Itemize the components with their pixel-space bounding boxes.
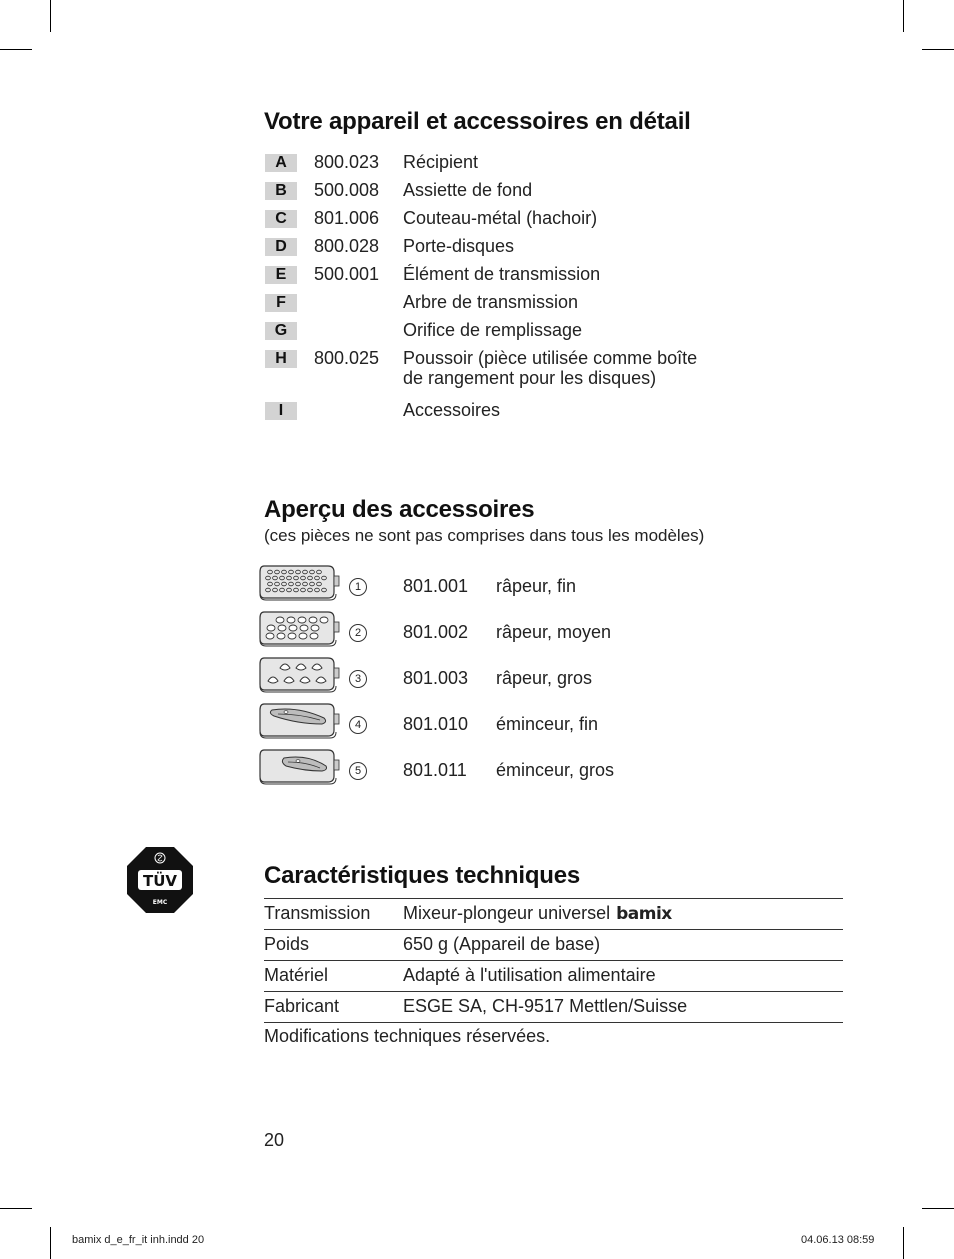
- accessory-name: éminceur, gros: [496, 760, 615, 780]
- accessory-row: [258, 700, 778, 746]
- part-letter: B: [265, 182, 297, 200]
- part-row-b: [265, 180, 825, 206]
- part-letter: C: [265, 210, 297, 228]
- part-row-i: [265, 400, 825, 426]
- accessory-number: 2: [349, 624, 367, 642]
- spec-value: Adapté à l'utilisation alimentaire: [403, 965, 656, 985]
- accessories-heading: Aperçu des accessoires: [264, 496, 535, 523]
- part-code: 800.025: [314, 348, 380, 368]
- accessories-subheading: (ces pièces ne sont pas comprises dans tous les modèles): [264, 526, 705, 545]
- part-row-h: [265, 348, 825, 394]
- page-number: 20: [264, 1130, 285, 1150]
- part-name: Arbre de transmission: [403, 292, 579, 312]
- part-letter: E: [265, 266, 297, 284]
- tuv-logo-text: TÜV: [142, 872, 178, 890]
- part-letter: G: [265, 322, 297, 340]
- accessory-row: [258, 654, 778, 700]
- accessory-row: [258, 746, 778, 792]
- slicer-fine-icon: [258, 700, 342, 742]
- grater-coarse-icon: [258, 654, 342, 696]
- accessory-name: râpeur, gros: [496, 668, 593, 688]
- accessory-name: râpeur, moyen: [496, 622, 612, 642]
- accessory-number: 1: [349, 578, 367, 596]
- part-letter: I: [265, 402, 297, 420]
- slug-left: bamix d_e_fr_it inh.indd 20: [72, 1234, 205, 1246]
- tuv-logo-sub: EMC: [152, 899, 168, 906]
- accessory-number: 3: [349, 670, 367, 688]
- crop-mark: [922, 49, 954, 50]
- part-row-f: [265, 292, 825, 318]
- crop-mark: [903, 0, 904, 32]
- spec-value: ESGE SA, CH-9517 Mettlen/Suisse: [403, 996, 688, 1016]
- part-row-g: [265, 320, 825, 346]
- part-code: 500.001: [314, 264, 380, 284]
- part-name: Assiette de fond: [403, 180, 533, 200]
- part-name-line: Poussoir (pièce utilisée comme boîte: [403, 348, 698, 368]
- part-letter: F: [265, 294, 297, 312]
- accessory-row: [258, 608, 778, 654]
- spec-key: Poids: [264, 934, 310, 954]
- crop-mark: [50, 0, 51, 32]
- accessory-code: 801.001: [403, 576, 469, 596]
- part-code: 800.023: [314, 152, 380, 172]
- spec-row: [264, 929, 843, 960]
- spec-row: [264, 991, 843, 1023]
- spec-row: [264, 960, 843, 991]
- part-row-c: [265, 208, 825, 234]
- accessory-number: 4: [349, 716, 367, 734]
- part-row-d: [265, 236, 825, 262]
- bamix-logo: bamix: [616, 904, 672, 924]
- grater-fine-icon: [258, 562, 342, 604]
- crop-mark: [0, 1208, 32, 1209]
- accessory-name: éminceur, fin: [496, 714, 599, 734]
- part-name: Orifice de remplissage: [403, 320, 583, 340]
- spec-value: 650 g (Appareil de base): [403, 934, 601, 954]
- spec-value-text: Mixeur-plongeur universel: [403, 903, 611, 923]
- crop-mark: [50, 1227, 51, 1259]
- slug-right: 04.06.13 08:59: [801, 1234, 875, 1246]
- parts-heading: Votre appareil et accessoires en détail: [264, 108, 691, 135]
- part-letter: H: [265, 350, 297, 368]
- accessory-code: 801.003: [403, 668, 469, 688]
- part-row-a: [265, 152, 825, 178]
- part-name: Porte-disques: [403, 236, 515, 256]
- part-name: Récipient: [403, 152, 479, 172]
- crop-mark: [0, 49, 32, 50]
- spec-key: Fabricant: [264, 996, 340, 1016]
- accessory-number: 5: [349, 762, 367, 780]
- tuv-certification-logo: [126, 846, 194, 914]
- specs-heading: Caractéristiques techniques: [264, 862, 581, 889]
- part-name: Accessoires: [403, 400, 501, 420]
- accessory-code: 801.011: [403, 760, 467, 780]
- grater-medium-icon: [258, 608, 342, 650]
- crop-mark: [922, 1208, 954, 1209]
- part-name-line: de rangement pour les disques): [403, 368, 657, 388]
- part-code: 800.028: [314, 236, 380, 256]
- part-code: 500.008: [314, 180, 380, 200]
- part-letter: A: [265, 154, 297, 172]
- crop-mark: [903, 1227, 904, 1259]
- part-row-e: [265, 264, 825, 290]
- part-name: Couteau-métal (hachoir): [403, 208, 598, 228]
- spec-key: Matériel: [264, 965, 329, 985]
- accessory-code: 801.002: [403, 622, 469, 642]
- slicer-coarse-icon: [258, 746, 342, 788]
- accessory-name: râpeur, fin: [496, 576, 577, 596]
- accessory-code: 801.010: [403, 714, 469, 734]
- spec-value: [403, 903, 672, 924]
- part-name: [403, 348, 697, 388]
- spec-key: Transmission: [264, 903, 371, 923]
- specs-table: [264, 898, 843, 1023]
- part-letter: D: [265, 238, 297, 256]
- part-code: 801.006: [314, 208, 380, 228]
- part-name: Élément de transmission: [403, 264, 601, 284]
- accessory-row: [258, 562, 778, 608]
- spec-row: [264, 898, 843, 929]
- technical-note: Modifications techniques réservées.: [264, 1026, 551, 1046]
